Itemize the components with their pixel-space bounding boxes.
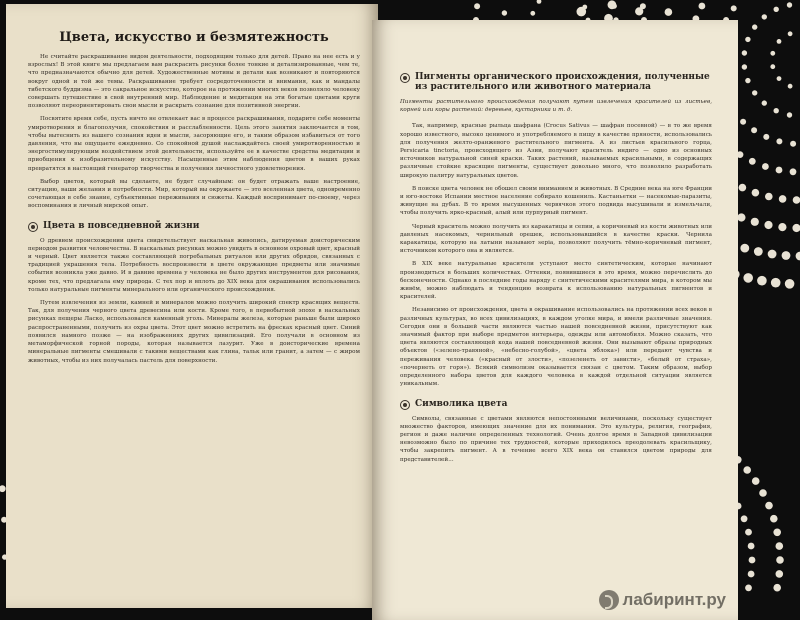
backdrop-dot	[777, 39, 782, 44]
backdrop-dot	[765, 502, 773, 510]
backdrop-dot	[752, 477, 760, 485]
backdrop-dot	[743, 466, 751, 474]
backdrop-dot	[665, 8, 673, 16]
backdrop-dot	[776, 138, 782, 144]
left-page	[6, 4, 378, 608]
backdrop-dot	[774, 7, 779, 12]
backdrop-dot	[739, 184, 747, 192]
backdrop-dot	[787, 112, 792, 117]
backdrop-dot	[742, 50, 747, 55]
backdrop-dot	[640, 3, 646, 9]
right-page	[372, 20, 738, 620]
backdrop-dot	[757, 276, 767, 286]
body-paragraph: В XIX веке натуральные красители уступают место синтетическим, которые начинают производиться в больших количествах. Оттенки, появившиеся в это время, можно перечислить до бесконечности. Однако в последние годы наряду с синтетическими красителями мира, в котором мы живём, можно наблюдать и тенденцию возврата к использованию натуральных пигментов и красителей.	[400, 261, 712, 301]
section-heading-text: Цвета в повседневной жизни	[43, 220, 200, 231]
section-bullet-icon	[28, 222, 38, 232]
section-heading	[400, 399, 712, 409]
section-bullet-icon	[400, 400, 410, 410]
left-page-content	[28, 30, 360, 370]
backdrop-dot	[582, 5, 587, 10]
backdrop-dot	[751, 127, 757, 133]
right-page-content	[400, 62, 712, 469]
backdrop-dot	[790, 168, 797, 175]
backdrop-dot	[752, 189, 760, 197]
backdrop-dot	[740, 119, 746, 125]
section-heading	[28, 221, 360, 231]
body-paragraph: Символы, связанные с цветами являются непостоянными величинами, поскольку существует множество факторов, имеющих значение для их понимания. Это культура, религия, география, регион и даже наличие определенных технологий. Очень долгое время в Западной цивилизации невозможно было по причине тех трудностей, которые приходилось преодолевать красильщику, чтобы закрепить пигмент. А в течение всего XIX века он ставился цветом природы для представителей...	[400, 415, 712, 463]
backdrop-dot	[790, 141, 796, 147]
backdrop-dot	[737, 213, 745, 221]
backdrop-dot	[764, 221, 772, 229]
backdrop-dot	[752, 24, 757, 29]
backdrop-dot	[777, 76, 782, 81]
body-paragraph: Посвятите время себе, пусть ничто не отвлекает вас в процессе раскрашивания, подарите себе моменты умиротворения и благополучия, спокойствия и расслабленности. Цель этого занятия заключается в том, чтобы вытеснить из вашего сознания идеи и мысли, засоряющие его, и таким образом избавиться от того давления, что вы ощущаете ежедневно. Со спокойной душой наслаждайтесь своей умиротворенностью и энергостимулирующим воздействием этой деятельности, используйте ее в качестве средства медитации и приобщения к изобразительному искусству. Насыщенные этим наблюдения цветов в ваших руках превратятся в настоящий генератор творчества и получения личностного удовлетворения.	[28, 116, 360, 172]
backdrop-dot	[778, 223, 786, 231]
backdrop-dot	[788, 84, 793, 89]
backdrop-dot	[741, 515, 748, 522]
backdrop-dot	[788, 31, 793, 36]
backdrop-dot	[742, 64, 747, 69]
backdrop-dot	[749, 158, 756, 165]
section-heading	[400, 72, 712, 92]
backdrop-dot	[745, 78, 750, 83]
backdrop-dot	[762, 163, 769, 170]
backdrop-dot	[699, 3, 706, 10]
backdrop-dot	[751, 218, 759, 226]
backdrop-dot	[774, 108, 779, 113]
backdrop-dot	[776, 570, 784, 578]
backdrop-dot	[474, 3, 480, 9]
body-paragraph: Выбор цветов, который вы сделаете, не будет случайным: он будет отражать ваше настроение, ситуацию, ваши желания и потребности. Мир, который вы окружаете — это вселенная цвета, одновременно сочетающая в себе знание, субъективные переживания и сюжеты. Каждый воспринимает по-своему, через воспоминания и личный мирской опыт.	[28, 178, 360, 210]
backdrop-dot	[770, 515, 778, 523]
backdrop-dot	[765, 193, 773, 201]
backdrop-dot	[731, 5, 737, 11]
backdrop-dot	[745, 585, 752, 592]
backdrop-dot	[770, 51, 775, 56]
backdrop-dot	[773, 529, 781, 537]
body-paragraph: Не считайте раскрашивание видом деятельности, подходящим только для детей. Право на нее есть и у взрослых! В этой книге мы предлагаем вам раскрасить рисунки более тонкие и детализированные, чем те, что предназначаются обычно для детей. Художественные мотивы и детали как возникают и повторяются вокруг одной и той же темы. Раскрашивание требует сосредоточенности и внимания, как и мандалы тибетского буддизма — это сакральное искусство, которое на протяжении многих веков позволяло человеку совершать путешествие в свой внутренний мир. Наблюдение и медитация на эти богатые цветами круги позволяют переориентировать свои мысли и раскрыть сознание для позитивной энергии.	[28, 54, 360, 110]
backdrop-dot	[776, 542, 784, 550]
watermark	[599, 590, 726, 610]
backdrop-dot	[776, 167, 783, 174]
watermark-text: лабиринт.ру	[622, 590, 726, 609]
backdrop-dot	[530, 11, 535, 16]
section-heading-text: Символика цвета	[415, 398, 508, 409]
body-paragraph: В поиске цвета человек не обошел своим вниманием и животных. В Средние века на юге Франции и юго-востоке Испании местное население собирало кошениль. Кастаньетки — насекомые-паразиты, живущие на дубах. В то время высушенных червячков этого подвида высушивали и измельчали, чтобы получить ярко-красный, алый или пурпурный пигмент.	[400, 185, 712, 217]
backdrop-dot	[782, 251, 791, 260]
backdrop-dot	[749, 557, 756, 564]
backdrop-dot	[785, 279, 795, 289]
labirint-logo-icon	[599, 590, 619, 610]
section-heading-text: Пигменты органического происхождения, полученные из растительного или животного материала	[415, 72, 710, 92]
body-paragraph: Путем извлечения из земли, камней и минералов можно получить широкий спектр красящих веществ. Так, для получения черного цвета древесина или кости. Кроме того, в первобытной эпохе в наскальных рисунках пещеры Ласко, использовался каменный уголь. Минералы железа, которые раньше были широко распространенными, получить из охры цвета. Этот цвет можно встретить на фресках красный цвет. Синий появился намного позже — на изображениях других цивилизаций. Его получали в основном из метаморфической горной породы, которая называется лазурит. Уже в доисторические времена минеральные пигменты смешивали с такими веществами как глина, тальк или гранит, а затем — с жиром животных, чтобы из них получалась пастель для поверхности.	[28, 300, 360, 364]
backdrop-dot	[776, 556, 784, 564]
backdrop-dot	[752, 90, 757, 95]
page-title: Цвета, искусство и безмятежность	[59, 30, 329, 45]
backdrop-dot	[763, 134, 769, 140]
backdrop-dot	[502, 10, 507, 15]
body-paragraph: Так, например, красные рыльца шафрана (Crocus Sativus — шафран посевной) — в то же время хорошо известного, высоко ценимого и употребляемого в пищу в качестве пряности, использовались для получения желто-оранжевого растительного пигмента. А из листьев красильного горца, Persicaria tinctoria, происходящего из Азии, получают краситель индиго — одно из основных источников натуральной синей краски. Таких растений, называемых красильными, в содержащих различные стойкие красящие пигменты, существует довольно много, что позволило разработать широкую палитру натуральных цветов.	[400, 123, 712, 179]
backdrop-dot	[743, 273, 753, 283]
backdrop-dot	[759, 489, 767, 497]
body-paragraph: Независимо от происхождения, цвета в окрашивание использовались на протяжении всех веков в различных культурах, во всех цивилизациях, в каждом уголке мира, и имели различные значения. Сегодня они в большей части являются частью нашей повседневной жизни, присутствуют как значимый фактор при выборе предметов интерьера, одежды или автомобиля. Можно сказать, что цвета являются составляющей кода нашей повседневной жизни. Они вызывают образы природных объектов («зелено-травяной», «небесно-голубой», «цвета яблока») или передают чувства и переживания человека («красный от злости», «позеленеть от зависти», «белый от страха», «почернеть от горя»). Всякий символизм оказывается связан с цветом. Таким образом, выбор определенного набора цветов для каждого человека в каждой отдельной ситуации является уникальным.	[400, 307, 712, 388]
backdrop-dot	[745, 37, 750, 42]
backdrop-dot	[779, 195, 787, 203]
section-bullet-icon	[400, 73, 410, 83]
body-paragraph: Черный краситель можно получить из каракатицы и сепии, а коричневый из кости животных или давленых насекомых, чернильный орешек, использовавшийся в качестве краски. Чернила каракатицы, которую на латыни называют sepia, позволяют получить тёмно-коричневый пигмент, источником которого она и является.	[400, 223, 712, 255]
backdrop-dot	[762, 14, 767, 19]
backdrop-dot	[748, 543, 755, 550]
lead-paragraph: Пигменты растительного происхождения получают путем извлечения красителей из листьев, корней или коры растений: деревьев, кустарника и т. д.	[400, 99, 712, 114]
backdrop-dot	[754, 247, 763, 256]
backdrop-dot	[762, 100, 767, 105]
backdrop-dot	[773, 584, 781, 592]
backdrop-dot	[768, 250, 777, 259]
backdrop-dot	[793, 196, 800, 204]
backdrop-dot	[787, 2, 792, 7]
backdrop-dot	[745, 529, 752, 536]
body-paragraph: О древнем происхождении цвета свидетельствует наскальная живопись, датируемая доисторическим периодом развития человечества. В наскальных рисунках можно увидеть в основном охровый цвет, красный и черный. Цвет является также составляющей погребальных ритуалов или других обрядов, связанных с традицией украшения тела. Потребность воспроизвести в цвете окружающие предметы или значимые события возникла уже давно. И в давние времена у человека не было других инструментов для рисования, кроме тех, что предлагала ему природа. С тех пор и вплоть до XIX века для окрашивания использовались только натуральные пигменты минерального или органического происхождения.	[28, 237, 360, 293]
backdrop-dot	[771, 278, 781, 288]
backdrop-dot	[770, 64, 775, 69]
backdrop-dot	[740, 244, 749, 253]
backdrop-dot	[612, 3, 617, 8]
backdrop-dot	[748, 571, 755, 578]
